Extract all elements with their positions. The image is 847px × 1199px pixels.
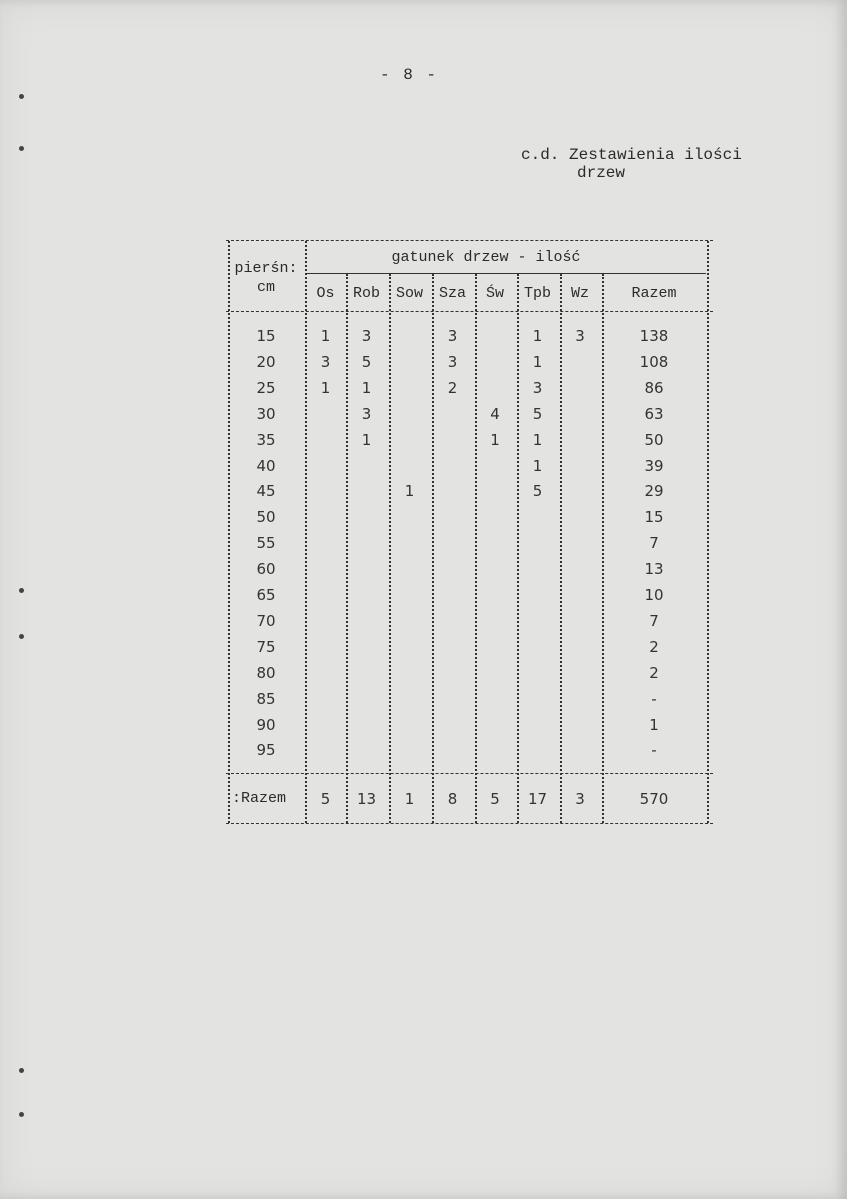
column-separator	[560, 274, 562, 823]
sum-cell: 1	[404, 790, 415, 808]
tree-count-table	[226, 238, 713, 828]
column-separator	[475, 274, 477, 823]
species-header: Os	[316, 285, 335, 302]
row-total-cell: 86	[644, 379, 664, 397]
count-cell: 3	[532, 379, 543, 397]
table-top-rule	[226, 240, 713, 241]
diameter-cell: 70	[256, 612, 276, 630]
count-cell: 1	[532, 327, 543, 345]
header-bottom-rule	[226, 311, 713, 312]
row-total-cell: 7	[649, 612, 659, 630]
species-header: Tpb	[523, 285, 551, 302]
diameter-cell: 95	[256, 741, 276, 759]
punch-hole	[19, 94, 24, 99]
diameter-cell: 15	[256, 327, 276, 345]
punch-hole	[19, 634, 24, 639]
diameter-cell: 50	[256, 508, 276, 526]
count-cell: 5	[532, 405, 543, 423]
grand-total-cell: 570	[639, 790, 669, 808]
count-cell: 1	[404, 482, 415, 500]
diameter-cell: 20	[256, 353, 276, 371]
row-total-cell: 138	[639, 327, 669, 345]
count-cell: 1	[361, 431, 372, 449]
punch-hole	[19, 1068, 24, 1073]
diameter-cell: 85	[256, 690, 276, 708]
species-header: Sow	[395, 285, 423, 302]
count-cell: 1	[532, 431, 543, 449]
punch-hole	[19, 146, 24, 151]
count-cell: 3	[575, 327, 585, 345]
column-separator	[707, 241, 709, 823]
row-total-cell: 50	[644, 431, 664, 449]
sum-cell: 5	[320, 790, 331, 808]
sum-cell: 13	[356, 790, 377, 808]
count-cell: 1	[320, 379, 331, 397]
sum-top-rule	[226, 773, 713, 774]
punch-hole	[19, 1112, 24, 1117]
diameter-cell: 45	[256, 482, 276, 500]
column-separator	[389, 274, 391, 823]
sum-cell: 17	[527, 790, 548, 808]
row-total-cell: 13	[644, 560, 664, 578]
species-header: Wz	[570, 285, 589, 302]
count-cell: 1	[532, 457, 543, 475]
count-cell: 5	[532, 482, 543, 500]
diameter-cell: 60	[256, 560, 276, 578]
col-header-diameter: pierśn:	[234, 260, 298, 277]
count-cell: 3	[447, 353, 458, 371]
row-total-cell: 2	[649, 664, 659, 682]
punch-hole	[19, 588, 24, 593]
sum-cell: 5	[490, 790, 500, 808]
diameter-cell: 25	[256, 379, 276, 397]
total-header: Razem	[631, 285, 677, 302]
row-total-cell: 10	[644, 586, 664, 604]
count-cell: 3	[361, 405, 372, 423]
group-header-species-count: gatunek drzew - ilość	[391, 249, 581, 266]
diameter-cell: 75	[256, 638, 276, 656]
row-total-cell: 2	[649, 638, 659, 656]
row-total-cell: 15	[644, 508, 664, 526]
diameter-cell: 55	[256, 534, 276, 552]
count-cell: 2	[447, 379, 458, 397]
section-heading	[521, 146, 781, 182]
heading-line-1: c.d. Zestawienia ilości	[521, 146, 742, 164]
row-total-cell: -	[651, 690, 657, 708]
count-cell: 1	[532, 353, 543, 371]
row-total-cell: 39	[644, 457, 664, 475]
row-total-cell: 7	[649, 534, 659, 552]
row-total-cell: 29	[644, 482, 664, 500]
row-total-cell: 63	[644, 405, 664, 423]
sum-cell: 8	[447, 790, 458, 808]
diameter-cell: 80	[256, 664, 276, 682]
page-number: - 8 -	[380, 66, 439, 84]
row-total-cell: 108	[639, 353, 669, 371]
diameter-cell: 65	[256, 586, 276, 604]
diameter-cell: 90	[256, 716, 276, 734]
count-cell: 3	[447, 327, 458, 345]
count-cell: 4	[490, 405, 500, 423]
row-total-cell: -	[651, 741, 657, 759]
col-header-diameter-unit: cm	[256, 279, 275, 296]
count-cell: 3	[320, 353, 331, 371]
diameter-cell: 40	[256, 457, 276, 475]
table-bottom-rule	[226, 823, 713, 824]
diameter-cell: 30	[256, 405, 276, 423]
count-cell: 3	[361, 327, 372, 345]
species-header: Rob	[352, 285, 380, 302]
row-total-cell: 1	[649, 716, 659, 734]
count-cell: 5	[361, 353, 372, 371]
group-header-rule	[306, 273, 706, 274]
species-header: Św	[485, 285, 504, 302]
count-cell: 1	[361, 379, 372, 397]
heading-line-2: drzew	[577, 164, 626, 182]
species-header: Sza	[438, 285, 466, 302]
sum-label: :Razem	[231, 790, 286, 807]
diameter-cell: 35	[256, 431, 276, 449]
count-cell: 1	[490, 431, 500, 449]
count-cell: 1	[320, 327, 331, 345]
sum-cell: 3	[575, 790, 585, 808]
